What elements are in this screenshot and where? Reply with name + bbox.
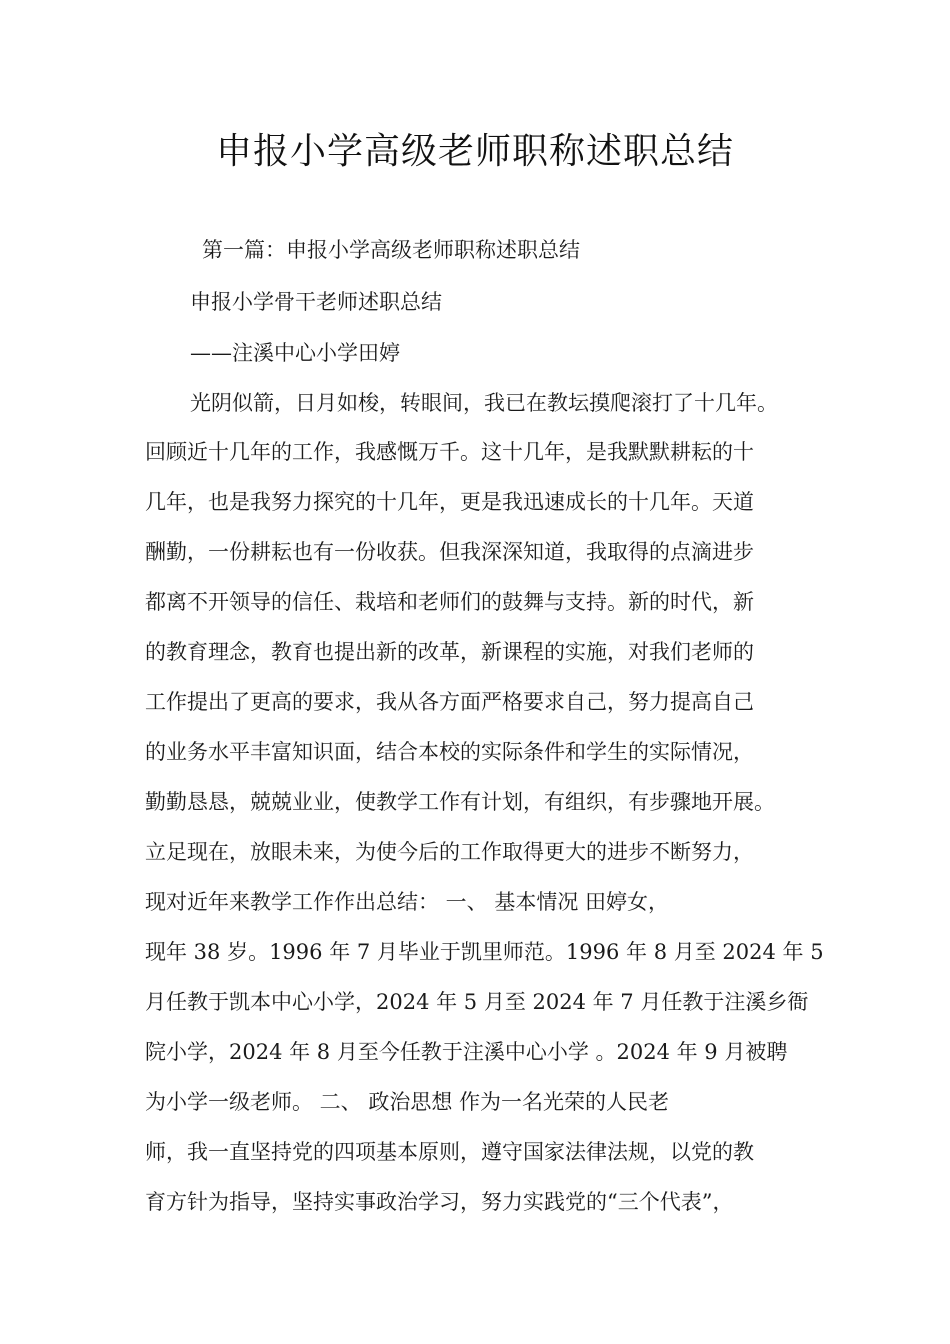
body-line: 勤勤恳恳，兢兢业业，使教学工作有计划，有组织，有步骤地开展。 xyxy=(145,790,775,814)
body-line: 现对近年来教学工作作出总结： 一、 基本情况 田婷女， xyxy=(145,890,670,914)
body-line: 都离不开领导的信任、栽培和老师们的鼓舞与支持。新的时代，新 xyxy=(145,590,754,614)
body-line: 光阴似箭，日月如梭，转眼间，我已在教坛摸爬滚打了十几年。 xyxy=(190,391,778,415)
body-line: 月任教于凯本中心小学，2024 年 5 月至 2024 年 7 月任教于注溪乡衙 xyxy=(145,990,809,1014)
body-line: 育方针为指导，坚持实事政治学习，努力实践党的“三个代表”， xyxy=(145,1190,734,1214)
body-line: 立足现在，放眼未来，为使今后的工作取得更大的进步不断努力， xyxy=(145,840,754,864)
body-line: 现年 38 岁。1996 年 7 月毕业于凯里师范。1996 年 8 月至 2024 年 5 xyxy=(145,940,824,964)
body-line: 酬勤，一份耕耘也有一份收获。但我深深知道，我取得的点滴进步 xyxy=(145,540,754,564)
body-line: 几年，也是我努力探究的十几年，更是我迅速成长的十几年。天道 xyxy=(145,490,754,514)
body-line: 的教育理念，教育也提出新的改革，新课程的实施，对我们老师的 xyxy=(145,640,754,664)
section-heading: 第一篇：申报小学高级老师职称述职总结 xyxy=(202,238,580,262)
body-line: 为小学一级老师。 二、 政治思想 作为一名光荣的人民老 xyxy=(145,1090,670,1114)
author-line: ——注溪中心小学田婷 xyxy=(190,341,400,365)
body-line: 师，我一直坚持党的四项基本原则，遵守国家法律法规，以党的教 xyxy=(145,1140,754,1164)
body-line: 的业务水平丰富知识面，结合本校的实际条件和学生的实际情况， xyxy=(145,740,754,764)
body-line: 回顾近十几年的工作，我感慨万千。这十几年，是我默默耕耘的十 xyxy=(145,440,754,464)
subtitle-line: 申报小学骨干老师述职总结 xyxy=(190,290,442,314)
document-title: 申报小学高级老师职称述职总结 xyxy=(215,131,734,172)
body-line: 工作提出了更高的要求，我从各方面严格要求自己，努力提高自己 xyxy=(145,690,754,714)
body-line: 院小学，2024 年 8 月至今任教于注溪中心小学 。2024 年 9 月被聘 xyxy=(145,1040,788,1064)
